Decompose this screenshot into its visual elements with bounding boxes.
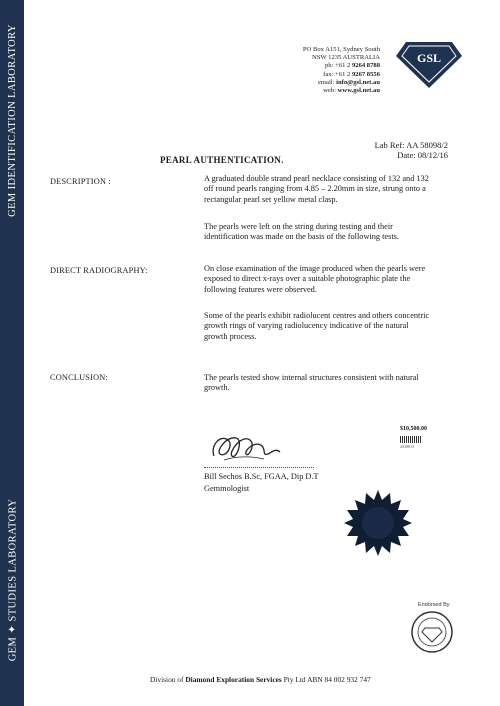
footer: Division of Diamond Exploration Services Pty Ltd ABN 84 002 932 747 xyxy=(150,675,371,684)
radiography-paragraph-1: On close examination of the image produced when the pearls were exposed to direct x-rays over a suitable photographic plate the following features were observed. xyxy=(204,264,426,294)
signatory-name: Bill Sechos B.Sc, FGAA, Dip D.T xyxy=(204,472,319,481)
radiography-label: DIRECT RADIOGRAPHY: xyxy=(50,266,148,275)
conclusion-paragraph: The pearls tested show internal structures consistent with natural growth. xyxy=(204,373,419,393)
lab-ref: Lab Ref: AA 58098/2 xyxy=(374,140,448,150)
conclusion-label: CONCLUSION: xyxy=(50,373,108,382)
signature-line xyxy=(204,467,314,468)
phone-line: ph: +61 2 9264 8788 xyxy=(324,62,380,70)
fax-line: fax: +61 2 9267 8556 xyxy=(323,70,380,78)
endorsed-by-label: Endorsed By xyxy=(418,602,450,608)
address-line-1: PO Box A151, Sydney South xyxy=(302,46,380,53)
sidebar xyxy=(0,0,24,706)
seal-icon xyxy=(343,488,413,558)
gsl-logo xyxy=(394,40,464,90)
email-line: email: info@gsl.net.au xyxy=(317,78,380,86)
description-paragraph-2: The pearls were left on the string during testing and their identification was made on the basis of the following tests. xyxy=(204,222,399,242)
logo-text: GSL xyxy=(416,51,442,65)
report-date: Date: 08/12/16 xyxy=(397,150,448,160)
radiography-paragraph-2: Some of the pearls exhibit radiolucent centres and others concentric growth rings of varying radiolucency indicative of the natural growth process. xyxy=(204,311,430,341)
price-tag: $10,500.00 xyxy=(400,426,427,432)
sidebar-bottom-text: GEM ✦ STUDIES LABORATORY xyxy=(7,498,18,662)
footer-company: Diamond Exploration Services xyxy=(185,675,282,684)
sidebar-top-text: GEM IDENTIFICATION LABORATORY xyxy=(6,23,18,217)
description-paragraph-1: A graduated double strand pearl necklace consisting of 132 and 132 off round pearls ranging from 4.85 – 2.20mm in size, strung onto a rectangular pearl set yellow metal clasp. xyxy=(204,174,429,204)
barcode-number: 2038813 xyxy=(400,444,414,449)
description-label: DESCRIPTION : xyxy=(50,177,111,186)
barcode-icon xyxy=(400,436,422,443)
address-line-2: NSW 1235 AUSTRALIA xyxy=(311,54,380,62)
address-block xyxy=(303,46,380,95)
report-title: PEARL AUTHENTICATION. xyxy=(160,155,284,165)
web-line: web: www.gsl.net.au xyxy=(323,87,380,95)
lab-ref-block xyxy=(375,140,448,160)
endorsement-badge-icon xyxy=(410,610,454,654)
signatory-title: Gemmologist xyxy=(204,484,250,493)
signature-icon xyxy=(206,426,290,468)
